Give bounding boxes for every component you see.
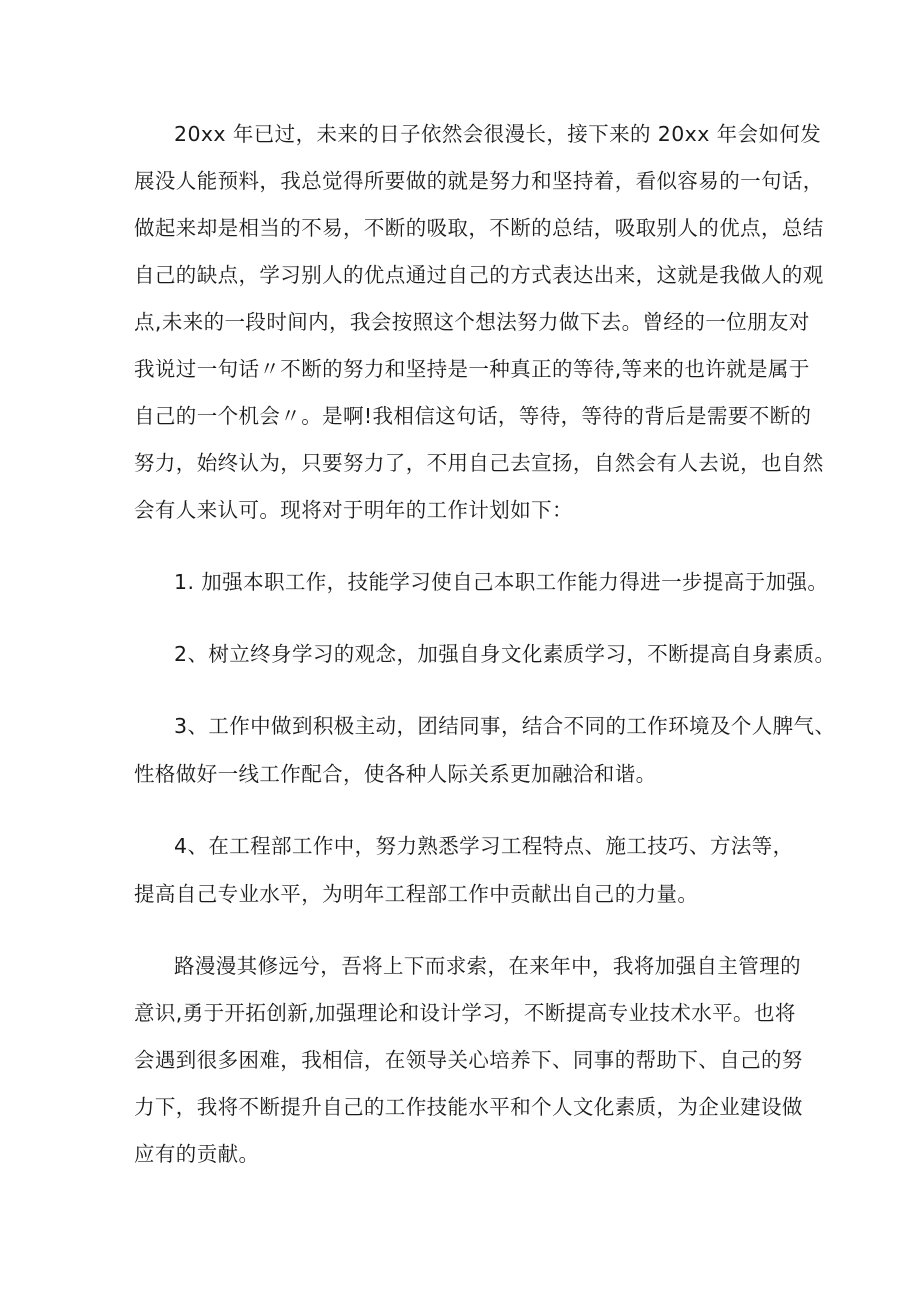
text-line: 自己的一个机会〃。是啊!我相信这句话，等待，等待的背后是需要不断的 [134,404,812,428]
text-line: 意识,勇于开拓创新,加强理论和设计学习，不断提高专业技术水平。也将 [134,1001,796,1025]
text-line: 努力，始终认为，只要努力了，不用自己去宣扬，自然会有人去说，也自然 [134,451,824,475]
text-line: 提高自己专业水平，为明年工程部工作中贡献出自己的力量。 [134,882,699,906]
text-line: 性格做好一线工作配合，使各种人际关系更加融洽和谐。 [134,762,657,786]
text-line: 路漫漫其修远兮，吾将上下而求索，在来年中，我将加强自主管理的 [174,954,801,978]
text-line: 做起来却是相当的不易，不断的吸取，不断的总结，吸取别人的优点，总结 [134,216,824,240]
text-line: 力下，我将不断提升自己的工作技能水平和个人文化素质，为企业建设做 [134,1095,803,1119]
text-line: 20xx 年已过，未来的日子依然会很漫长，接下来的 20xx 年会如何发 [174,122,822,146]
text-line: 会有人来认可。现将对于明年的工作计划如下： [134,498,573,522]
text-line: 4、在工程部工作中，努力熟悉学习工程特点、施工技巧、方法等， [174,834,794,858]
text-line: 会遇到很多困难，我相信，在领导关心培养下、同事的帮助下、自己的努 [134,1048,803,1072]
text-line: 3、工作中做到积极主动，团结同事，结合不同的工作环境及个人脾气、 [174,714,836,738]
text-line: 我说过一句话〃不断的努力和坚持是一种真正的等待,等来的也许就是属于 [134,357,810,381]
text-line: 自己的缺点，学习别人的优点通过自己的方式表达出来，这就是我做人的观 [134,263,824,287]
text-line: 点,未来的一段时间内，我会按照这个想法努力做下去。曾经的一位朋友对 [134,310,810,334]
text-line: 2、树立终身学习的观念，加强自身文化素质学习，不断提高自身素质。 [174,642,836,666]
text-line: 应有的贡献。 [134,1142,260,1166]
text-line: 1. 加强本职工作，技能学习使自己本职工作能力得进一步提高于加强。 [174,570,829,594]
text-line: 展没人能预料，我总觉得所要做的就是努力和坚持着，看似容易的一句话， [134,169,824,193]
